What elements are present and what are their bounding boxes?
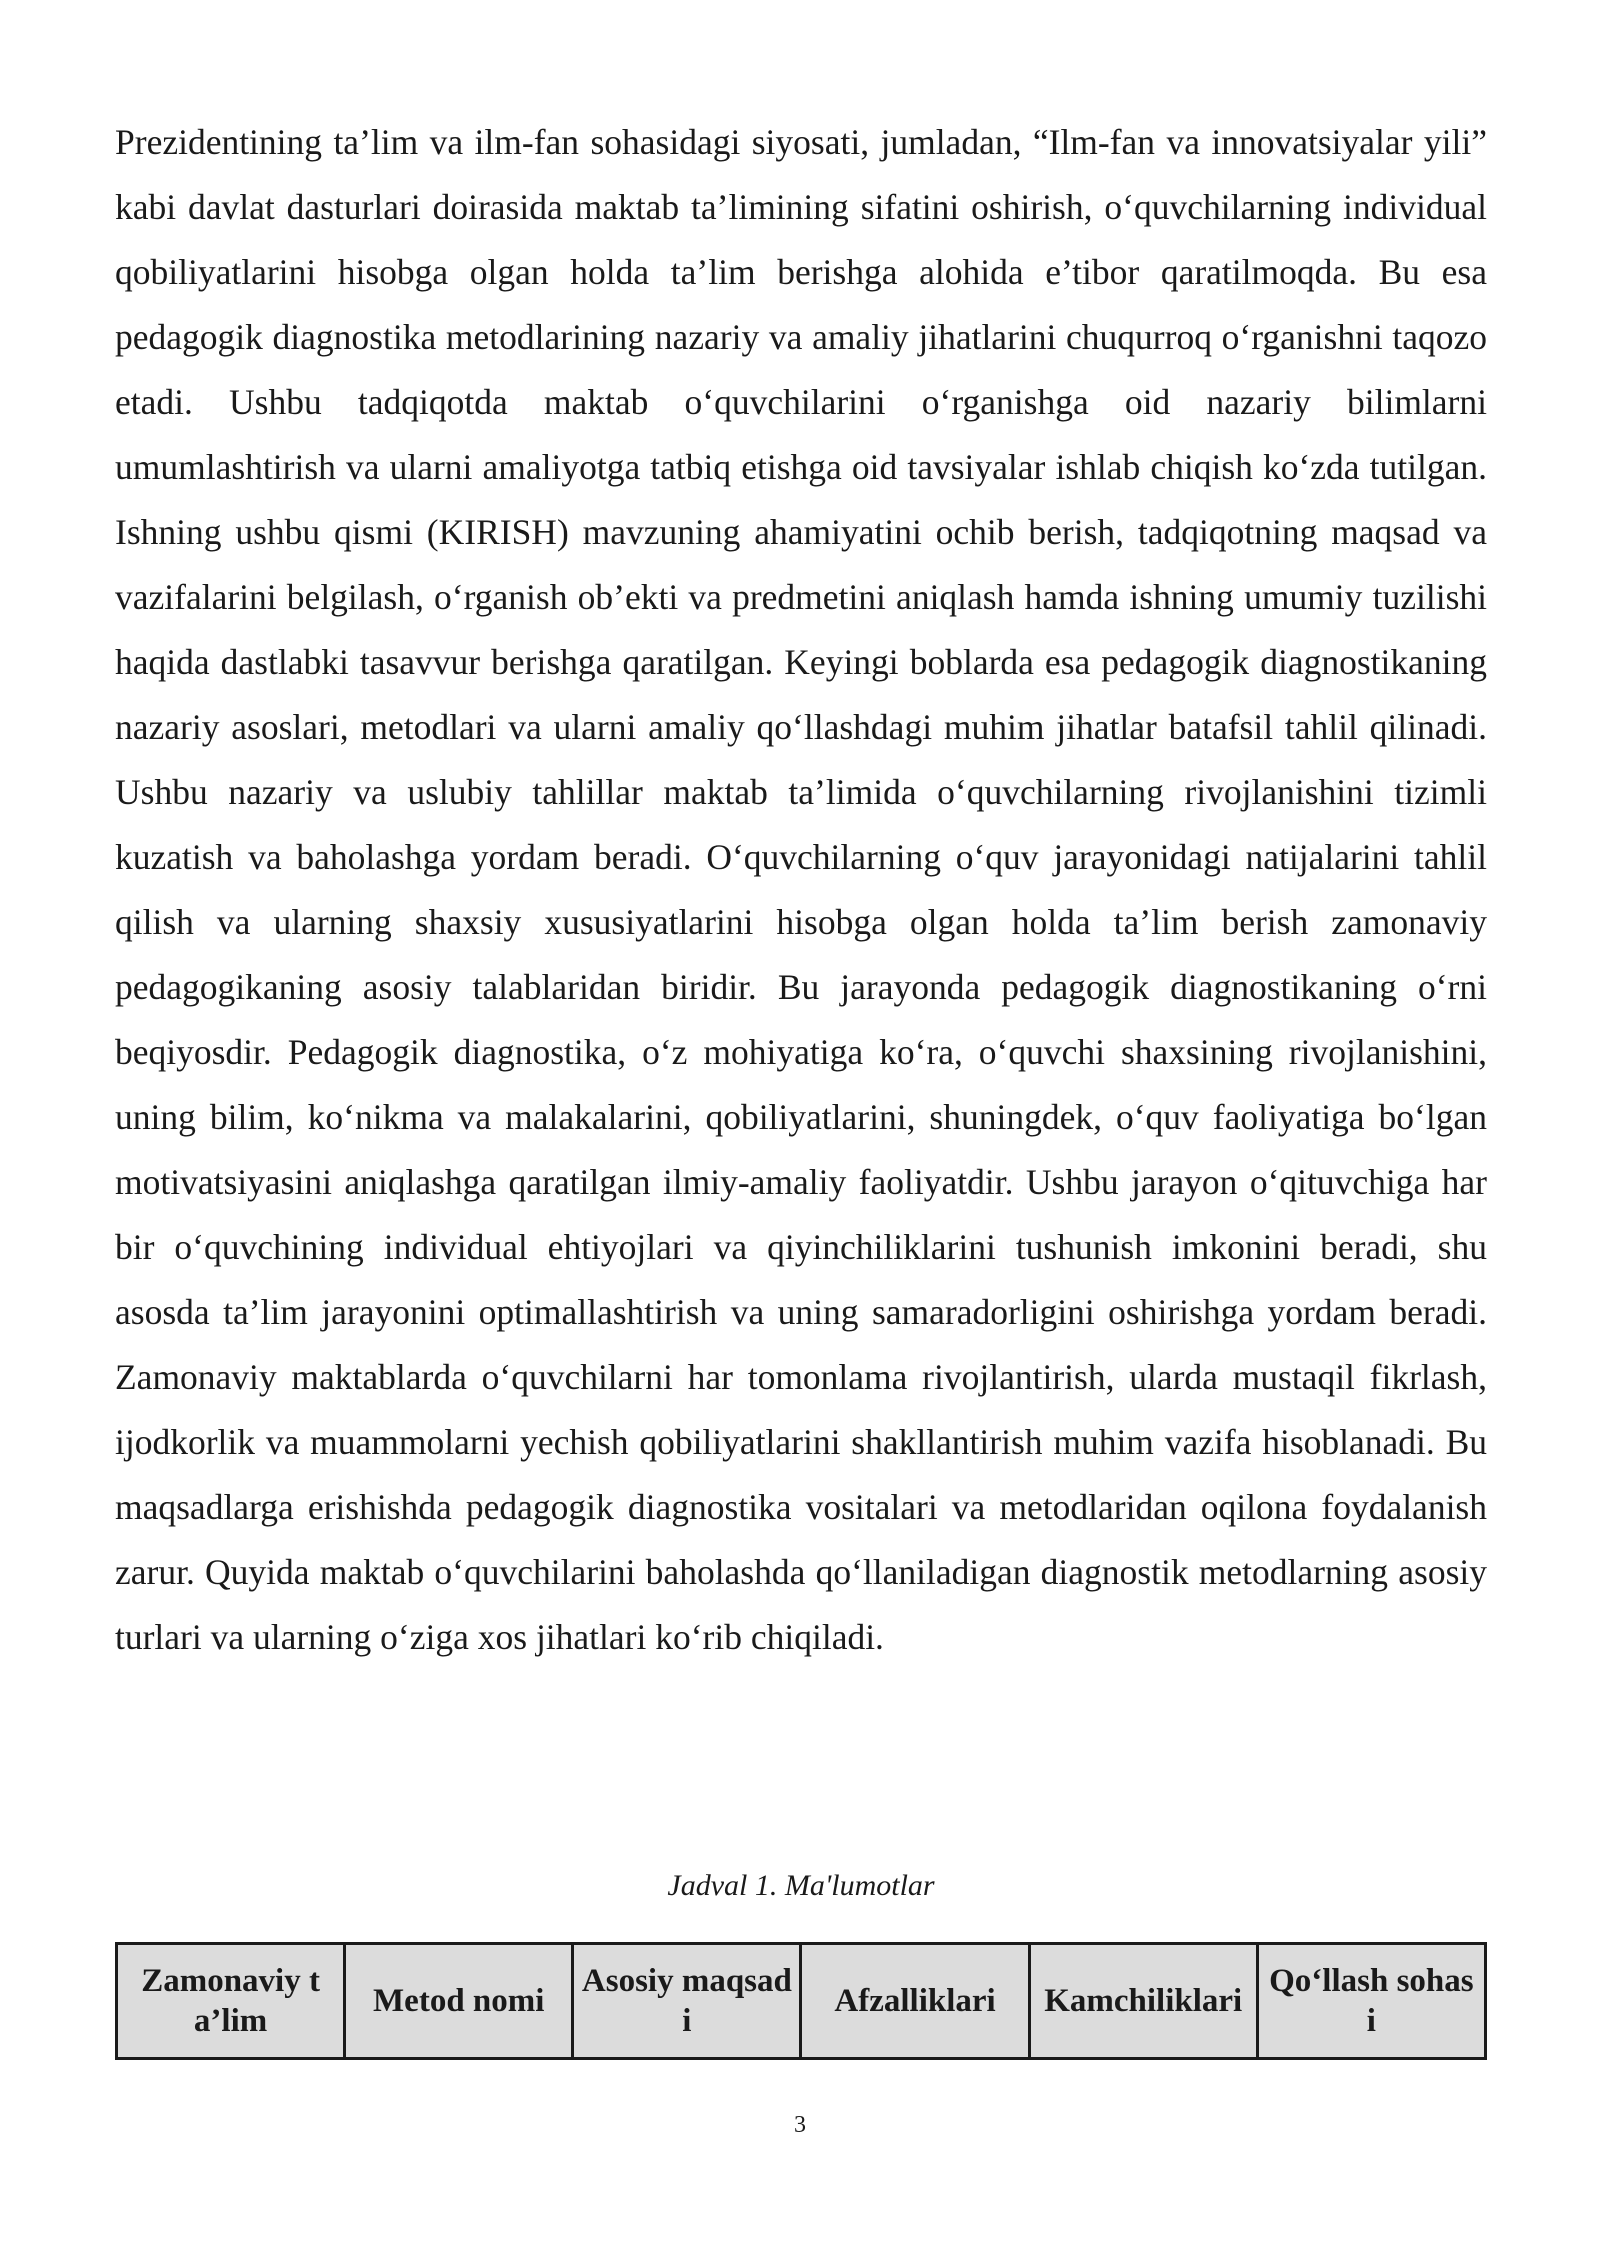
table-header-cell: Asosiy maqsadi (573, 1944, 801, 2059)
table-header-row (117, 1944, 1486, 2059)
data-table (115, 1942, 1487, 2060)
page-number: 3 (794, 2112, 806, 2138)
table-header-cell: Afzalliklari (801, 1944, 1029, 2059)
table-header-cell: Metod nomi (345, 1944, 573, 2059)
data-table-container (115, 1942, 1487, 2060)
body-paragraph: Prezidentining ta’lim va ilm-fan sohasidagi siyosati, jumladan, “Ilm-fan va innovatsiyalar yili” kabi davlat dasturlari doirasida maktab ta’limining sifatini oshirish, o‘quvchilarning individual qobiliyatlarini hisobga olgan holda ta’lim berishga alohida e’tibor qaratilmoqda. Bu esa pedagogik diagnostika metodlarining nazariy va amaliy jihatlarini chuqurroq o‘rganishni taqozo etadi. Ushbu tadqiqotda maktab o‘quvchilarini o‘rganishga oid nazariy bilimlarni umumlashtirish va ularni amaliyotga tatbiq etishga oid tavsiyalar ishlab chiqish ko‘zda tutilgan. Ishning ushbu qismi (KIRISH) mavzuning ahamiyatini ochib berish, tadqiqotning maqsad va vazifalarini belgilash, o‘rganish ob’ekti va predmetini aniqlash hamda ishning umumiy tuzilishi haqida dastlabki tasavvur berishga qaratilgan. Keyingi boblarda esa pedagogik diagnostikaning nazariy asoslari, metodlari va ularni amaliy qo‘llashdagi muhim jihatlar batafsil tahlil qilinadi. Ushbu nazariy va uslubiy tahlillar maktab ta’limida o‘quvchilarning rivojlanishini tizimli kuzatish va baholashga yordam beradi. O‘quvchilarning o‘quv jarayonidagi natijalarini tahlil qilish va ularning shaxsiy xususiyatlarini hisobga olgan holda ta’lim berish zamonaviy pedagogikaning asosiy talablaridan biridir. Bu jarayonda pedagogik diagnostikaning o‘rni beqiyosdir. Pedagogik diagnostika, o‘z mohiyatiga ko‘ra, o‘quvchi shaxsining rivojlanishini, uning bilim, ko‘nikma va malakalarini, qobiliyatlarini, shuningdek, o‘quv faoliyatiga bo‘lgan motivatsiyasini aniqlashga qaratilgan ilmiy-amaliy faoliyatdir. Ushbu jarayon o‘qituvchiga har bir o‘quvchining individual ehtiyojlari va qiyinchiliklarini tushunish imkonini beradi, shu asosda ta’lim jarayonini optimallashtirish va uning samaradorligini oshirishga yordam beradi. Zamonaviy maktablarda o‘quvchilarni har tomonlama rivojlantirish, ularda mustaqil fikrlash, ijodkorlik va muammolarni yechish qobiliyatlarini shakllantirish muhim vazifa hisoblanadi. Bu maqsadlarga erishishda pedagogik diagnostika vositalari va metodlaridan oqilona foydalanish zarur. Quyida maktab o‘quvchilarini baholashda qo‘llaniladigan diagnostik metodlarning asosiy turlari va ularning o‘ziga xos jihatlari ko‘rib chiqiladi. (115, 122, 1487, 1657)
table-header-cell: Qo‘llash sohasi (1257, 1944, 1485, 2059)
table-caption: Jadval 1. Ma'lumotlar (667, 1869, 935, 1902)
table-header-cell: Zamonaviy ta’lim (117, 1944, 345, 2059)
table-header-cell: Kamchiliklari (1029, 1944, 1257, 2059)
